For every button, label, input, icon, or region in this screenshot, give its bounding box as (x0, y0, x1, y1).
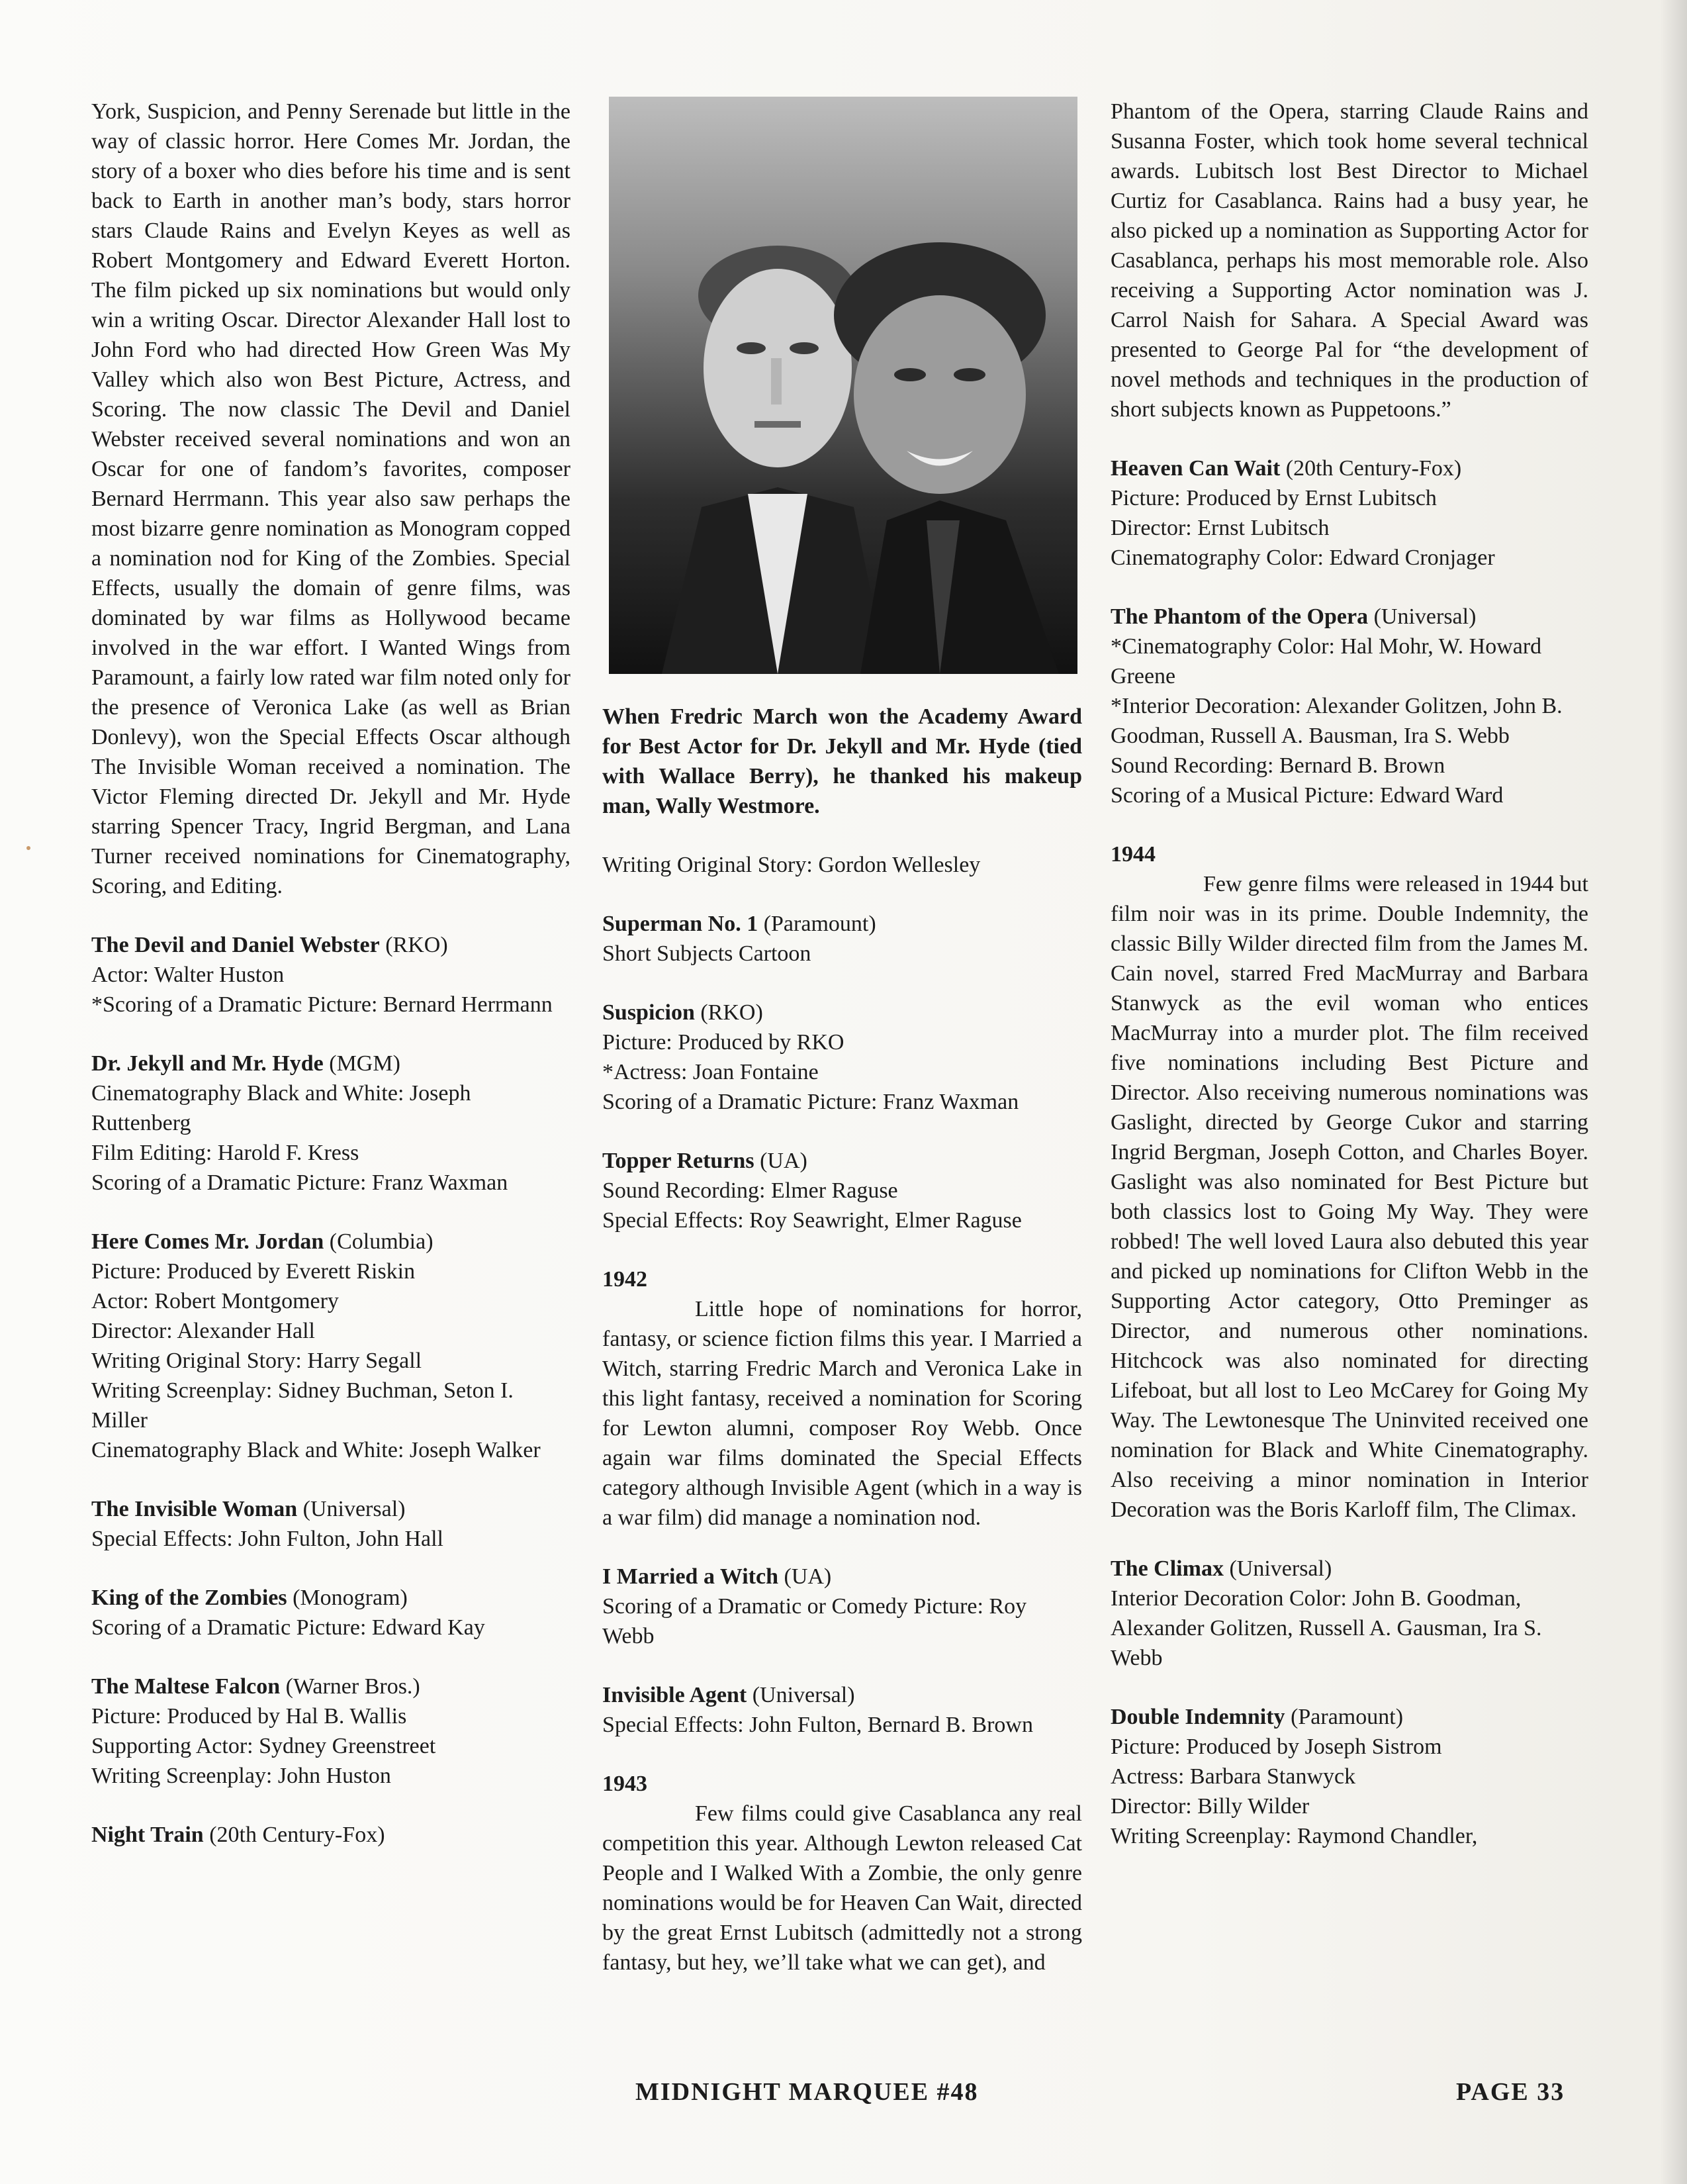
nomination-line: Short Subjects Cartoon (602, 941, 811, 966)
film-title: Here Comes Mr. Jordan (91, 1229, 324, 1254)
nomination-line: Picture: Produced by Everett Riskin (91, 1259, 416, 1284)
entry-heading (602, 998, 1082, 1027)
nomination-entry (602, 1680, 1082, 1740)
entry-heading (1111, 453, 1588, 483)
middle-column (602, 702, 1082, 1977)
nomination-line: Sound Recording: Elmer Raguse (602, 1178, 898, 1203)
nomination-line: *Scoring of a Dramatic Picture: Bernard Herrmann (91, 992, 553, 1017)
nomination-entry (91, 1494, 570, 1554)
entry-heading (91, 1820, 570, 1850)
year-heading-1944: 1944 (1111, 842, 1156, 867)
studio-name: (RKO) (694, 1000, 763, 1025)
nomination-line: Special Effects: Roy Seawright, Elmer Raguse (602, 1208, 1022, 1233)
film-title: The Climax (1111, 1556, 1224, 1581)
studio-name: (Paramount) (1285, 1705, 1404, 1729)
film-title: Night Train (91, 1823, 204, 1847)
film-title: The Devil and Daniel Webster (91, 933, 380, 957)
entry-heading (1111, 1554, 1588, 1584)
photo-caption: When Fredric March won the Academy Award for Best Actor for Dr. Jekyll and Mr. Hyde (tied with Wallace Berry), he thanked his makeup man, Wally Westmore. (602, 704, 1082, 818)
studio-name: (Universal) (297, 1497, 406, 1521)
nomination-line: Picture: Produced by Joseph Sistrom (1111, 1734, 1442, 1759)
entries-1942 (602, 1562, 1082, 1740)
nomination-line: Picture: Produced by Hal B. Wallis (91, 1704, 407, 1729)
studio-name: (Paramount) (758, 912, 876, 936)
nomination-entry (1111, 453, 1588, 573)
nomination-line: Writing Screenplay: Raymond Chandler, (1111, 1824, 1478, 1848)
year-heading-1942: 1942 (602, 1267, 647, 1292)
studio-name: (Universal) (747, 1683, 855, 1707)
studio-name: (Universal) (1223, 1556, 1332, 1581)
nomination-entry (1111, 602, 1588, 810)
nomination-entry (91, 930, 570, 1020)
studio-name: (Warner Bros.) (280, 1674, 420, 1699)
film-title: The Maltese Falcon (91, 1674, 281, 1699)
studio-name: (Monogram) (287, 1586, 408, 1610)
nomination-line: Special Effects: John Fulton, John Hall (91, 1527, 443, 1551)
nomination-line: Cinematography Color: Edward Cronjager (1111, 546, 1495, 570)
studio-name: (20th Century-Fox) (203, 1823, 385, 1847)
film-title: King of the Zombies (91, 1586, 287, 1610)
nomination-line: Writing Screenplay: John Huston (91, 1764, 391, 1788)
nomination-entry (91, 1583, 570, 1642)
film-title: Heaven Can Wait (1111, 456, 1281, 481)
photo-icon (609, 97, 1077, 674)
studio-name: (20th Century-Fox) (1280, 456, 1462, 481)
nomination-line: Scoring of a Dramatic Picture: Franz Waxman (602, 1090, 1019, 1114)
right-column (1111, 97, 1588, 1851)
continued-line: Writing Original Story: Gordon Wellesley (602, 853, 981, 877)
nomination-line: Supporting Actor: Sydney Greenstreet (91, 1734, 436, 1758)
nomination-entry (91, 1049, 570, 1198)
nomination-line: *Cinematography Color: Hal Mohr, W. Howard Greene (1111, 634, 1542, 688)
film-title: I Married a Witch (602, 1564, 778, 1589)
page-edge-shadow (1661, 0, 1687, 2184)
entries-1943 (1111, 453, 1588, 810)
nomination-line: Cinematography Black and White: Joseph Ruttenberg (91, 1081, 471, 1135)
nomination-entry (602, 998, 1082, 1117)
nomination-line: Cinematography Black and White: Joseph Walker (91, 1438, 541, 1462)
entry-heading (91, 1583, 570, 1613)
nomination-entry (91, 1820, 570, 1850)
left-column (91, 97, 570, 1850)
nomination-line: Scoring of a Musical Picture: Edward Ward (1111, 783, 1504, 808)
entries-1944 (1111, 1554, 1588, 1851)
entry-heading (602, 1680, 1082, 1710)
nomination-line: Scoring of a Dramatic Picture: Franz Waxman (91, 1170, 508, 1195)
studio-name: (UA) (778, 1564, 832, 1589)
entry-heading (91, 1672, 570, 1701)
right-intro-paragraph: Phantom of the Opera, starring Claude Rains and Susanna Foster, which took home several technical awards. Lubitsch lost Best Director to Michael Curtiz for Casablanca. Rains had a busy year, he also picked up a nomination as Supporting Actor for Casablanca, perhaps his most memorable role. Also receiving a Supporting Actor nomination was J. Carrol Naish for Sahara. A Special Award was presented to George Pal for “the development of novel methods and techniques in the production of short subjects known as Puppetoons.” (1111, 99, 1588, 422)
page-number: PAGE 33 (1456, 2078, 1565, 2106)
magazine-footer-title: MIDNIGHT MARQUEE #48 (635, 2078, 979, 2106)
nomination-entry (91, 1227, 570, 1465)
nomination-line: Interior Decoration Color: John B. Goodman, Alexander Golitzen, Russell A. Gausman, Ira S. Webb (1111, 1586, 1542, 1670)
nomination-line: Picture: Produced by Ernst Lubitsch (1111, 486, 1437, 510)
nomination-line: Writing Screenplay: Sidney Buchman, Seton I. Miller (91, 1378, 514, 1433)
entry-heading (91, 1049, 570, 1078)
film-title: Topper Returns (602, 1149, 754, 1173)
left-entries (91, 930, 570, 1850)
entry-heading (602, 1146, 1082, 1176)
nomination-line: Actress: Barbara Stanwyck (1111, 1764, 1356, 1789)
nomination-line: *Interior Decoration: Alexander Golitzen, John B. Goodman, Russell A. Bausman, Ira S. Webb (1111, 694, 1563, 748)
nomination-entry (1111, 1554, 1588, 1673)
entry-heading (91, 1227, 570, 1257)
nomination-entry (1111, 1702, 1588, 1851)
entry-heading (1111, 1702, 1588, 1732)
film-title: The Phantom of the Opera (1111, 604, 1369, 629)
studio-name: (Universal) (1368, 604, 1477, 629)
nomination-line: Director: Billy Wilder (1111, 1794, 1310, 1819)
studio-name: (UA) (754, 1149, 807, 1173)
nomination-line: Director: Alexander Hall (91, 1319, 315, 1343)
film-title: Superman No. 1 (602, 912, 758, 936)
studio-name: (Columbia) (324, 1229, 433, 1254)
film-title: Suspicion (602, 1000, 695, 1025)
paper-speck (26, 846, 30, 850)
nomination-entry (91, 1672, 570, 1791)
nomination-line: Actor: Walter Huston (91, 963, 285, 987)
nomination-line: Special Effects: John Fulton, Bernard B. Brown (602, 1713, 1033, 1737)
nomination-line: Picture: Produced by RKO (602, 1030, 844, 1055)
left-intro-paragraph: York, Suspicion, and Penny Serenade but little in the way of classic horror. Here Comes Mr. Jordan, the story of a boxer who dies before his time and is sent back to Earth in another man’s body, stars horror stars Claude Rains and Evelyn Keyes as well as Robert Montgomery and Edward Everett Horton. The film picked up six nominations but would only win a writing Oscar. Director Alexander Hall lost to John Ford who had directed How Green Was My Valley which also won Best Picture, Actress, and Scoring. The now classic The Devil and Daniel Webster received several nominations and won an Oscar for one of fandom’s favorites, composer Bernard Herrmann. This year also saw perhaps the most bizarre genre nomination as Monogram copped a nomination nod for King of the Zombies. Special Effects, usually the domain of genre films, was dominated by war films as Hollywood became involved in the war effort. I Wanted Wings from Paramount, a fairly low rated war film noted only for the presence of Veronica Lake (as well as Brian Donlevy), won the Special Effects Oscar although The Invisible Woman received a nomination. The Victor Fleming directed Dr. Jekyll and Mr. Hyde starring Spencer Tracy, Ingrid Bergman, and Lana Turner received nominations for Cinematography, Scoring, and Editing. (91, 99, 570, 898)
paragraph-1943: Few films could give Casablanca any real competition this year. Although Lewton released Cat People and I Walked With a Zombie, the only genre nominations would be for Heaven Can Wait, directed by the great Ernst Lubitsch (admittedly not a strong fantasy, but hey, we’ll take what we can get), and (602, 1801, 1082, 1975)
nomination-entry (602, 909, 1082, 969)
nomination-line: Director: Ernst Lubitsch (1111, 516, 1330, 540)
paragraph-1942: Little hope of nominations for horror, fantasy, or science fiction films this year. I Married a Witch, starring Fredric March and Veronica Lake in this light fantasy, received a nomination for Scoring for Lewton alumni, composer Roy Webb. Once again war films dominated the Special Effects category although Invisible Agent (which in a way is a war film) did manage a nomination nod. (602, 1297, 1082, 1530)
paragraph-1944: Few genre films were released in 1944 but film noir was in its prime. Double Indemnity, the classic Billy Wilder directed film from the James M. Cain novel, starred Fred MacMurray and Barbara Stanwyck as the evil woman who entices MacMurray into a murder plot. The film received five nominations including Best Picture and Director. Also receiving numerous nominations was Gaslight, directed by George Cukor and starring Ingrid Bergman, Joseph Cotton, and Charles Boyer. Gaslight was also nominated for Best Picture but both classics lost to Going My Way. They were robbed! The well loved Laura also debuted this year and picked up nominations for Clifton Webb in the Supporting Actor category, Otto Preminger as Director, and numerous other nominations. Hitchcock was also nominated for directing Lifeboat, but all lost to Leo McCarey for Going My Way. The Lewtonesque The Uninvited received one nomination for Black and White Cinematography. Also receiving a minor nomination in Interior Decoration was the Boris Karloff film, The Climax. (1111, 872, 1588, 1522)
nomination-line: *Actress: Joan Fontaine (602, 1060, 819, 1084)
film-title: Invisible Agent (602, 1683, 747, 1707)
photo-fredric-march-jekyll-hyde (609, 97, 1077, 674)
nomination-line: Film Editing: Harold F. Kress (91, 1141, 359, 1165)
entry-heading (602, 909, 1082, 939)
entry-heading (91, 1494, 570, 1524)
nomination-entry (602, 1146, 1082, 1235)
studio-name: (RKO) (379, 933, 448, 957)
studio-name: (MGM) (323, 1051, 400, 1076)
middle-entries (602, 909, 1082, 1235)
nomination-line: Writing Original Story: Harry Segall (91, 1349, 422, 1373)
nomination-line: Sound Recording: Bernard B. Brown (1111, 753, 1445, 778)
entry-heading (1111, 602, 1588, 632)
year-heading-1943: 1943 (602, 1772, 647, 1796)
entry-heading (602, 1562, 1082, 1591)
film-title: Double Indemnity (1111, 1705, 1285, 1729)
nomination-entry (602, 1562, 1082, 1651)
film-title: Dr. Jekyll and Mr. Hyde (91, 1051, 324, 1076)
entry-heading (91, 930, 570, 960)
nomination-line: Scoring of a Dramatic or Comedy Picture: Roy Webb (602, 1594, 1027, 1648)
film-title: The Invisible Woman (91, 1497, 298, 1521)
nomination-line: Actor: Robert Montgomery (91, 1289, 339, 1313)
nomination-line: Scoring of a Dramatic Picture: Edward Kay (91, 1615, 485, 1640)
